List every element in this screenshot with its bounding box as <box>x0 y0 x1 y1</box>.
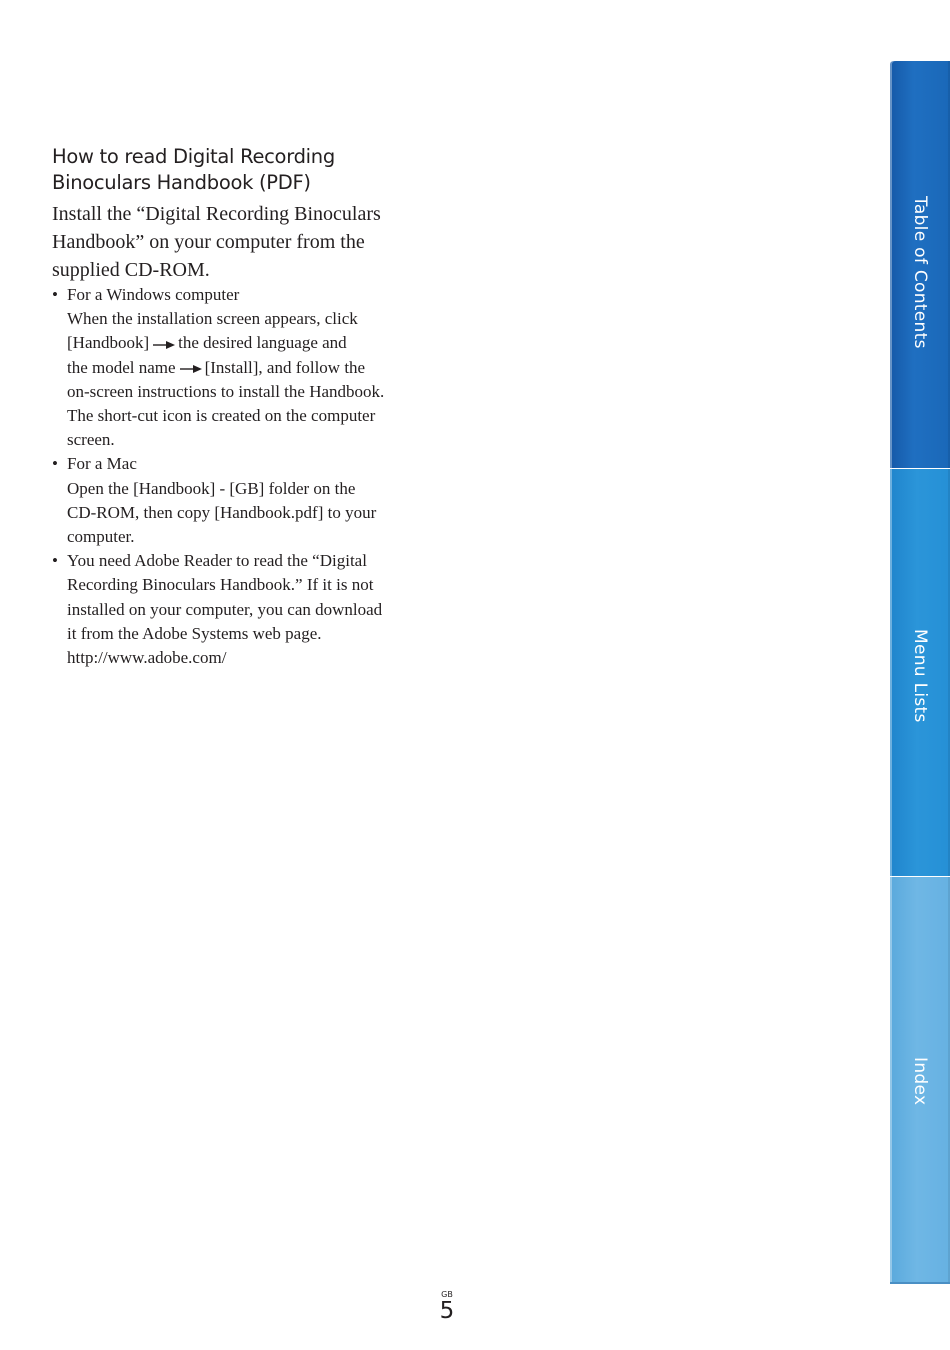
tab-index[interactable] <box>890 876 950 1284</box>
list-item-text: screen. <box>67 430 115 450</box>
intro-line-3: supplied CD-ROM. <box>52 259 210 281</box>
list-item-adobe-reader <box>52 549 422 670</box>
list-item-text: it from the Adobe Systems web page. <box>67 623 322 643</box>
bullet-icon: • <box>52 285 58 304</box>
list-item-text <box>67 331 422 355</box>
list-item-text: You need Adobe Reader to read the “Digital <box>67 551 367 571</box>
section-heading-line-2: Binoculars Handbook (PDF) <box>52 171 311 194</box>
intro-line-1: Install the “Digital Recording Binoculars <box>52 203 381 225</box>
tab-menu-lists[interactable] <box>890 468 950 876</box>
list-item-text: Open the [Handbook] - [GB] folder on the <box>67 478 356 498</box>
list-item-windows <box>52 283 422 452</box>
list-item-text: installed on your computer, you can download <box>67 599 383 619</box>
section-heading <box>52 144 392 196</box>
tab-menu-lists-label: Menu Lists <box>910 629 930 723</box>
list-item-text: CD-ROM, then copy [Handbook.pdf] to your <box>67 502 377 522</box>
arrow-right-icon <box>180 364 202 374</box>
model-step: the model name <box>67 357 176 377</box>
handbook-step: [Handbook] <box>67 333 150 353</box>
list-item-mac <box>52 452 422 549</box>
list-item-text: When the installation screen appears, click <box>67 309 358 329</box>
list-item-text: For a Mac <box>67 454 137 474</box>
tab-table-of-contents-label: Table of Contents <box>910 196 930 349</box>
tab-index-label: Index <box>910 1057 930 1106</box>
list-item-text: on-screen instructions to install the Handbook. <box>67 381 385 401</box>
list-item-text: For a Windows computer <box>67 285 240 304</box>
page-number-value: 5 <box>439 1298 455 1324</box>
side-navigation-tabs <box>890 60 950 1284</box>
page-number <box>437 1290 457 1323</box>
list-item-text: computer. <box>67 527 135 547</box>
instruction-list <box>52 283 422 670</box>
list-item-text: Recording Binoculars Handbook.” If it is not <box>67 575 374 595</box>
list-item-text: The short-cut icon is created on the computer <box>67 406 376 426</box>
page-region-code: GB <box>441 1290 453 1299</box>
language-step: the desired language and <box>178 333 347 353</box>
adobe-url-text: http://www.adobe.com/ <box>67 648 227 668</box>
tab-table-of-contents[interactable] <box>890 60 950 468</box>
arrow-right-icon <box>153 340 175 350</box>
list-item-text <box>67 356 422 380</box>
install-step: [Install], and follow the <box>204 357 366 377</box>
bullet-icon: • <box>52 454 58 474</box>
intro-paragraph <box>52 200 412 284</box>
bullet-icon: • <box>52 551 58 571</box>
section-heading-line-1: How to read Digital Recording <box>52 145 335 168</box>
intro-line-2: Handbook” on your computer from the <box>52 231 365 253</box>
